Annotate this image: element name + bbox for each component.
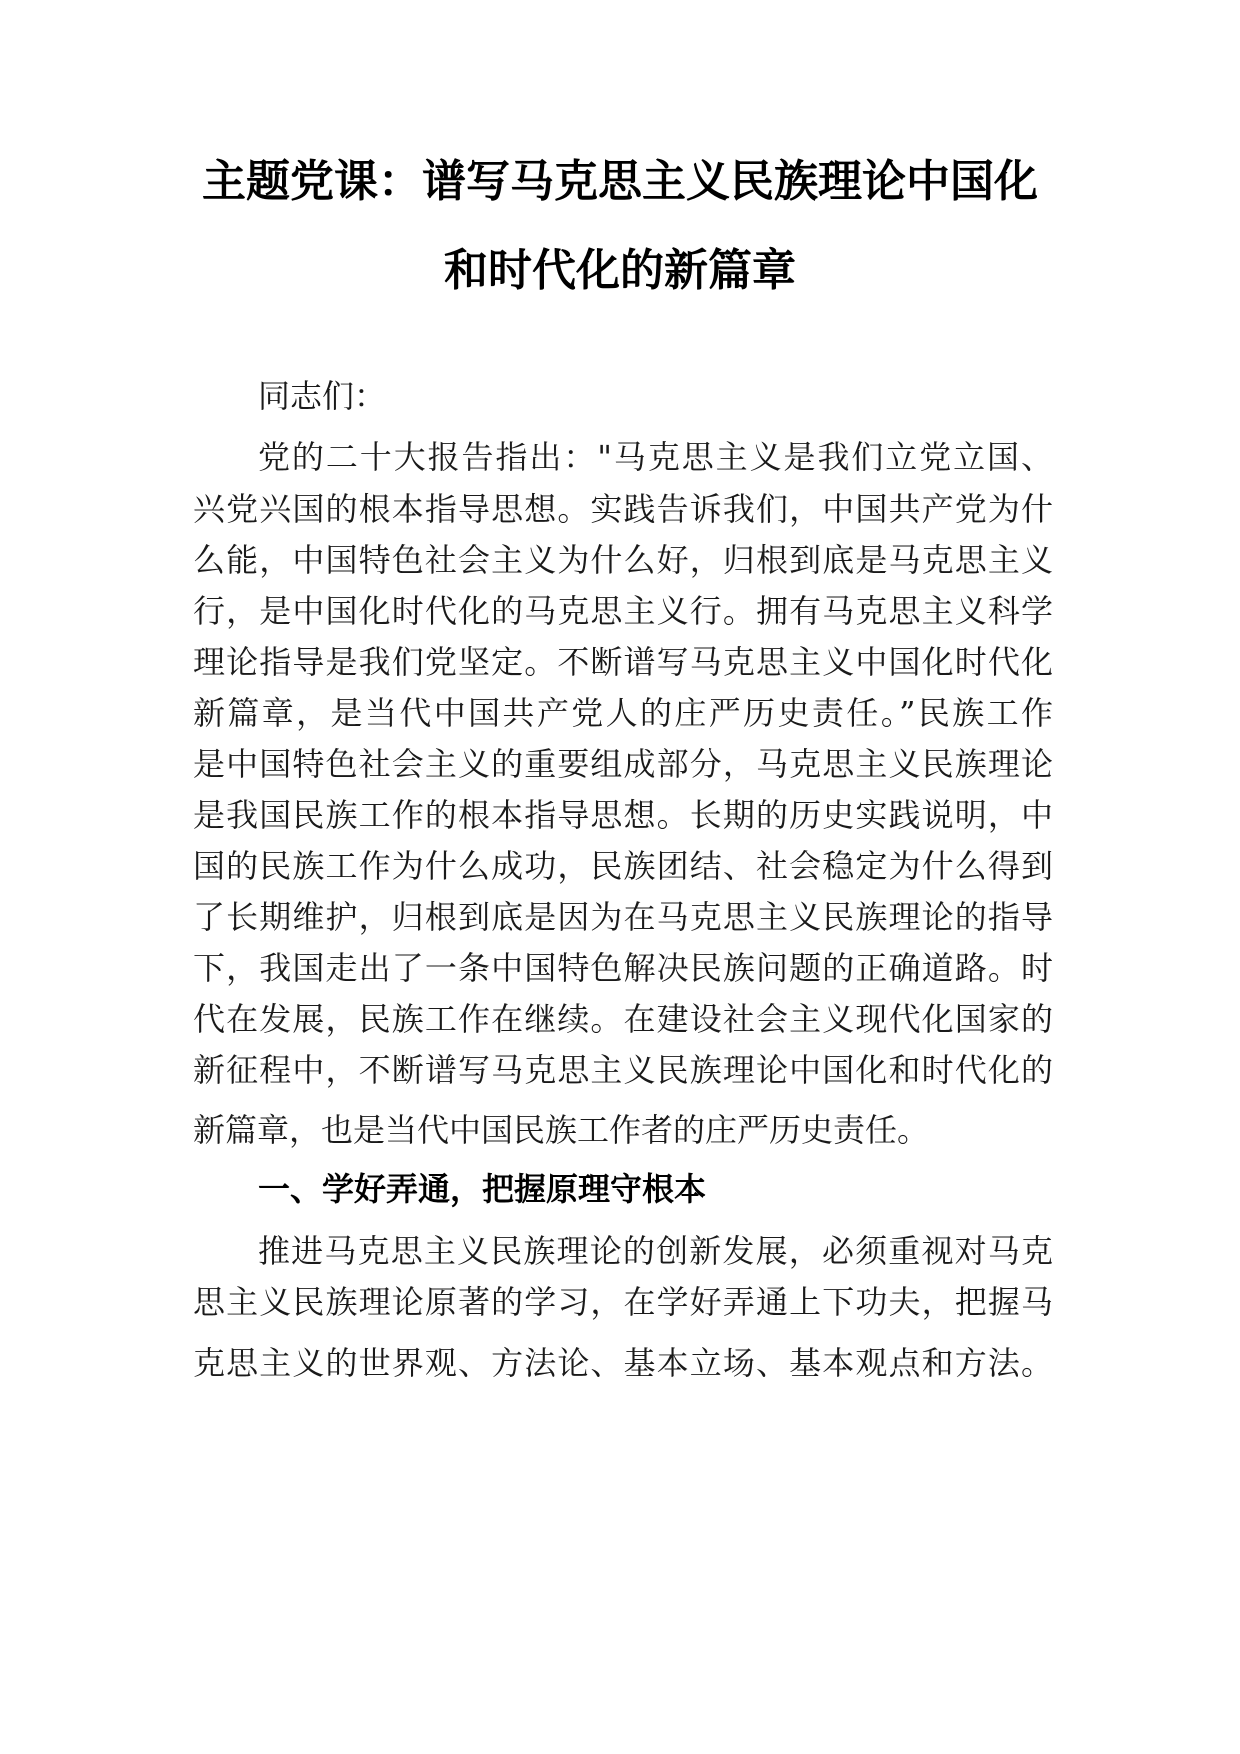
- paragraph-line: 党的二十大报告指出："马克思主义是我们立党立国、: [258, 438, 1053, 476]
- paragraph-line: 是中国特色社会主义的重要组成部分，马克思主义民族理论: [193, 745, 1053, 783]
- document-title-line-1: 主题党课：谱写马克思主义民族理论中国化: [202, 156, 1038, 207]
- paragraph-line: 兴党兴国的根本指导思想。实践告诉我们，中国共产党为什: [193, 490, 1053, 528]
- section-heading-1: 一、学好弄通，把握原理守根本: [258, 1170, 707, 1208]
- paragraph-line: 了长期维护，归根到底是因为在马克思主义民族理论的指导: [193, 898, 1053, 936]
- salutation: 同志们：: [258, 377, 387, 415]
- paragraph-line: 克思主义的世界观、方法论、基本立场、基本观点和方法。: [193, 1344, 1053, 1382]
- paragraph-line: 思主义民族理论原著的学习，在学好弄通上下功夫，把握马: [193, 1283, 1053, 1321]
- paragraph-line: 行，是中国化时代化的马克思主义行。拥有马克思主义科学: [193, 592, 1053, 630]
- document-title-line-2: 和时代化的新篇章: [444, 245, 796, 296]
- paragraph-line: 新篇章，也是当代中国民族工作者的庄严历史责任。: [193, 1111, 930, 1149]
- paragraph-line: 理论指导是我们党坚定。不断谱写马克思主义中国化时代化: [193, 643, 1053, 681]
- paragraph-line: 国的民族工作为什么成功，民族团结、社会稳定为什么得到: [193, 847, 1053, 885]
- paragraph-line: 推进马克思主义民族理论的创新发展，必须重视对马克: [258, 1232, 1053, 1270]
- paragraph-line: 代在发展，民族工作在继续。在建设社会主义现代化国家的: [193, 1000, 1053, 1038]
- paragraph-line: 么能，中国特色社会主义为什么好，归根到底是马克思主义: [193, 541, 1053, 579]
- paragraph-line: 是我国民族工作的根本指导思想。长期的历史实践说明，中: [193, 796, 1053, 834]
- paragraph-line: 下，我国走出了一条中国特色解决民族问题的正确道路。时: [193, 949, 1053, 987]
- paragraph-line: 新征程中，不断谱写马克思主义民族理论中国化和时代化的: [193, 1051, 1053, 1089]
- paragraph-line: 新篇章，是当代中国共产党人的庄严历史责任。”民族工作: [193, 694, 1053, 732]
